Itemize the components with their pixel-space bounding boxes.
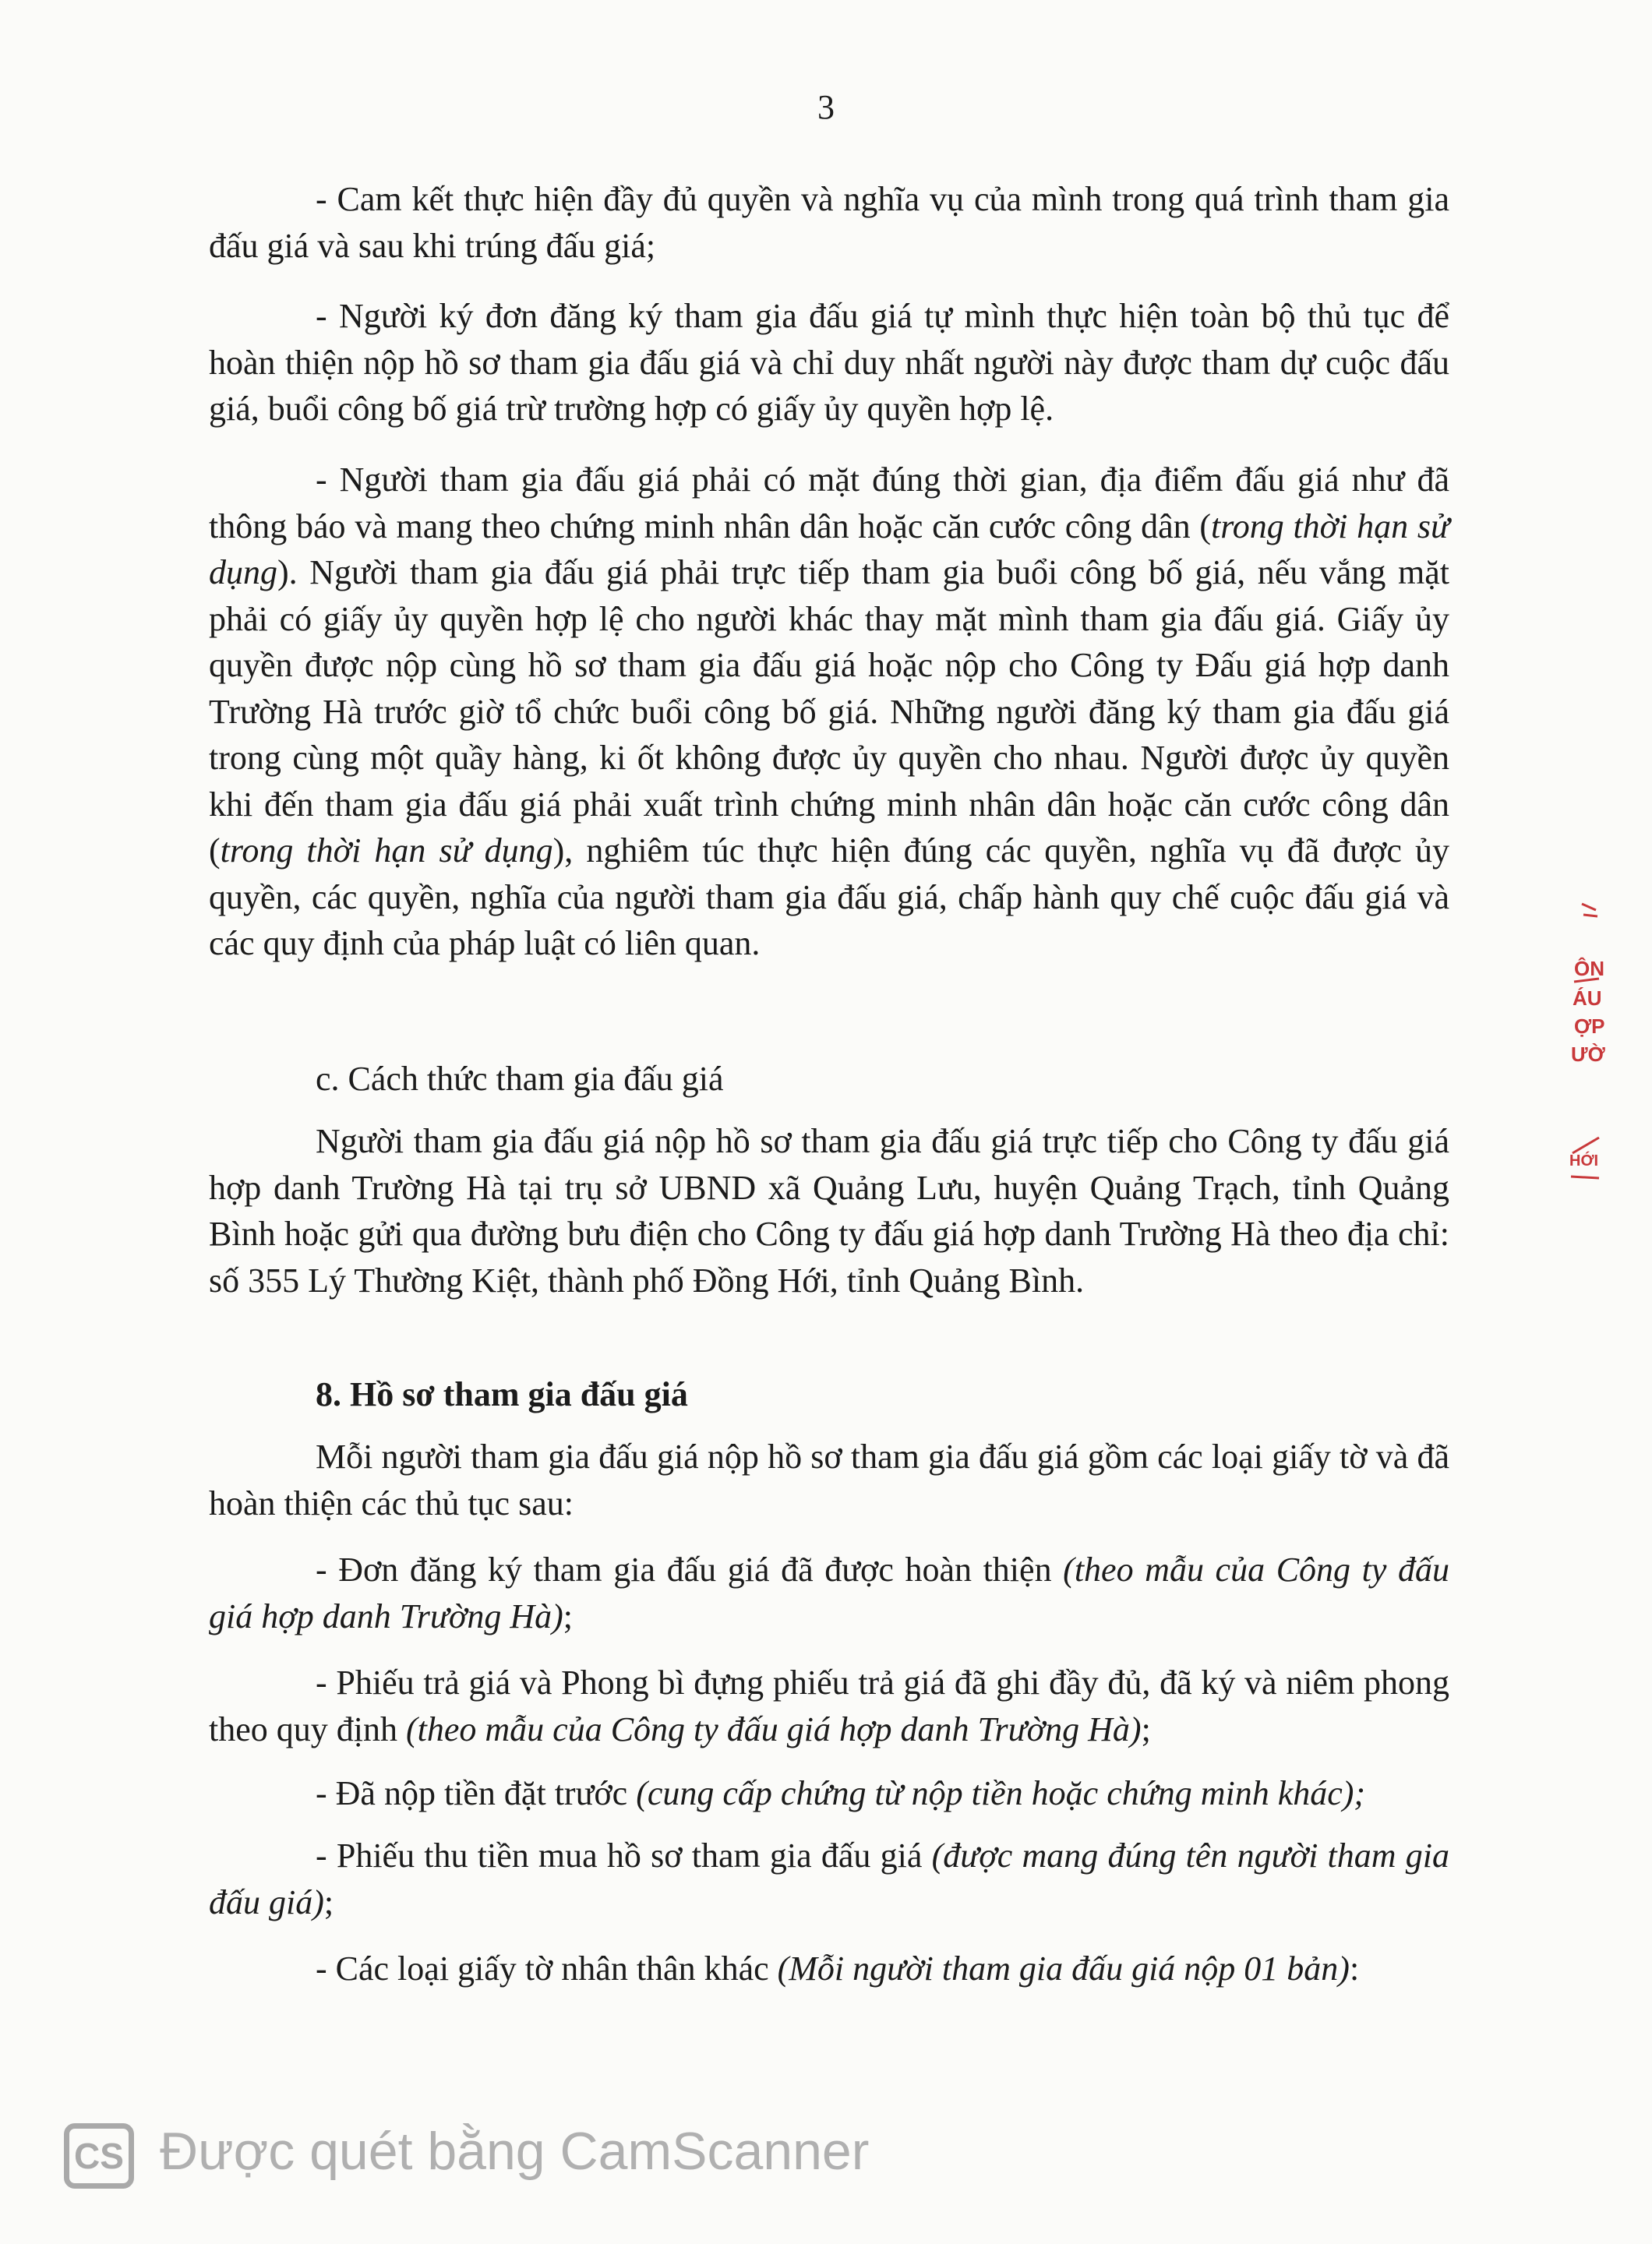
subheading-method: c. Cách thức tham gia đấu giá (316, 1060, 724, 1098)
svg-text:ÔN: ÔN (1574, 957, 1604, 980)
camscanner-logo-icon: CS (64, 2123, 134, 2189)
list-item-personal-documents: - Các loại giấy tờ nhân thân khác (Mỗi người tham gia đấu giá nộp 01 bản): (316, 1949, 1360, 1988)
paragraph-commitment: - Cam kết thực hiện đầy đủ quyền và nghĩa vụ của mình trong quá trình tham gia đấu giá và sau khi trúng đấu giá; (209, 180, 1449, 265)
list-item-deposit: - Đã nộp tiền đặt trước (cung cấp chứng từ nộp tiền hoặc chứng minh khác); (316, 1774, 1366, 1812)
svg-text:ÁU: ÁU (1573, 986, 1602, 1010)
section-heading-dossier: 8. Hồ sơ tham gia đấu giá (316, 1375, 688, 1413)
paragraph-signer: - Người ký đơn đăng ký tham gia đấu giá tự mình thực hiện toàn bộ thủ tục để hoàn thiện nộp hồ sơ tham gia đấu giá và chỉ duy nhất người này được tham dự cuộc đấu giá, buổi công bố giá trừ trường hợp có giấy ủy quyền hợp lệ. (209, 297, 1449, 428)
paragraph-attendance: - Người tham gia đấu giá phải có mặt đúng thời gian, địa điểm đấu giá như đã thông báo và mang theo chứng minh nhân dân hoặc căn cước công dân (trong thời hạn sử dụng). Người tham gia đấu giá phải trực tiếp tham gia buổi công bố giá, nếu vắng mặt phải có giấy ủy quyền hợp lệ cho người khác thay mặt mình tham gia đấu giá. Giấy ủy quyền được nộp cùng hồ sơ tham gia đấu giá hoặc nộp cho Công ty Đấu giá hợp danh Trường Hà trước giờ tổ chức buổi công bố giá. Những người đăng ký tham gia đấu giá trong cùng một quầy hàng, ki ốt không được ủy quyền cho nhau. Người được ủy quyền khi đến tham gia đấu giá phải xuất trình chứng minh nhân dân hoặc căn cước công dân (trong thời hạn sử dụng), nghiêm túc thực hiện đúng các quyền, nghĩa vụ đã được ủy quyền, các quyền, nghĩa của người tham gia đấu giá, chấp hành quy chế cuộc đấu giá và các quy định của pháp luật có liên quan. (209, 460, 1449, 962)
svg-text:ƯỜ: ƯỜ (1571, 1043, 1605, 1066)
stamp-fragment (1566, 904, 1605, 1200)
svg-text:ỢP: ỢP (1574, 1014, 1605, 1038)
paragraph-submission: Người tham gia đấu giá nộp hồ sơ tham gia đấu giá trực tiếp cho Công ty đấu giá hợp danh Trường Hà tại trụ sở UBND xã Quảng Lưu, huyện Quảng Trạch, tỉnh Quảng Bình hoặc gửi qua đường bưu điện cho Công ty đấu giá hợp danh Trường Hà theo địa chỉ: số 355 Lý Thường Kiệt, thành phố Đồng Hới, tỉnh Quảng Bình. (209, 1122, 1449, 1300)
list-item-receipt: - Phiếu thu tiền mua hồ sơ tham gia đấu giá (được mang đúng tên người tham gia đấu giá); (209, 1836, 1449, 1921)
camscanner-watermark: Được quét bằng CamScanner (160, 2122, 870, 2181)
page-number: 3 (817, 88, 835, 126)
svg-text:HỚI: HỚI (1569, 1152, 1599, 1170)
paragraph-dossier-intro: Mỗi người tham gia đấu giá nộp hồ sơ tham gia đấu giá gồm các loại giấy tờ và đã hoàn thiện các thủ tục sau: (209, 1438, 1449, 1522)
list-item-bid-form: - Phiếu trả giá và Phong bì đựng phiếu trả giá đã ghi đầy đủ, đã ký và niêm phong theo quy định (theo mẫu của Công ty đấu giá hợp danh Trường Hà); (209, 1664, 1449, 1748)
list-item-registration-form: - Đơn đăng ký tham gia đấu giá đã được hoàn thiện (theo mẫu của Công ty đấu giá hợp danh Trường Hà); (209, 1551, 1450, 1635)
